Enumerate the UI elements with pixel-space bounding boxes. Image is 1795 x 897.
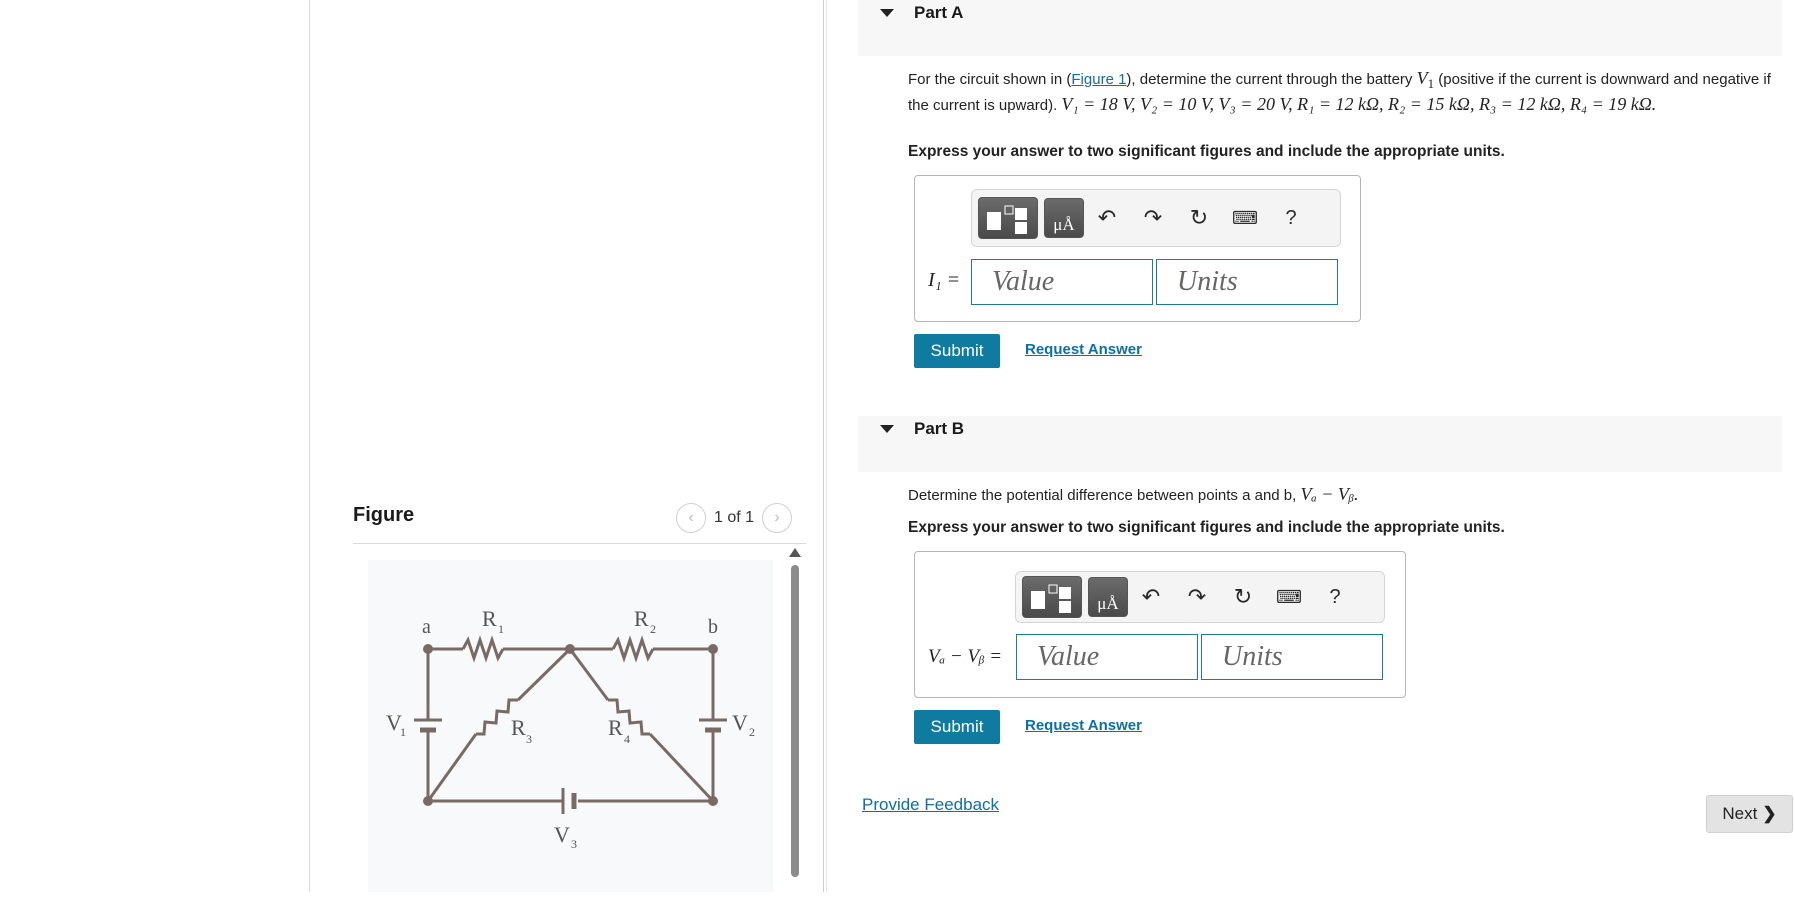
keyboard-icon[interactable]: ⌨ xyxy=(1276,586,1302,607)
label-r4-sub: 4 xyxy=(624,732,630,746)
next-label: Next xyxy=(1722,804,1758,823)
question-text: ), determine the current through the battery xyxy=(1126,71,1417,88)
next-button[interactable] xyxy=(1706,795,1793,833)
units-input[interactable]: Units xyxy=(1156,259,1338,305)
label-r4: R xyxy=(608,715,623,740)
math-toolbar xyxy=(1015,571,1385,623)
part-a-answer-box xyxy=(914,175,1361,322)
prev-figure-button[interactable] xyxy=(676,503,706,533)
figure-pager xyxy=(676,503,792,533)
label-a: a xyxy=(422,616,431,638)
templates-icon xyxy=(1023,577,1081,617)
part-b-header[interactable] xyxy=(858,416,1782,472)
label-r3: R xyxy=(511,715,526,740)
figure-title: Figure xyxy=(353,504,415,526)
battery-var: V xyxy=(1416,68,1428,88)
label-v3-sub: 3 xyxy=(571,837,577,851)
i1-label: I₁ = xyxy=(928,269,961,291)
math-toolbar xyxy=(971,189,1341,247)
figure-scrollbar[interactable] xyxy=(791,565,799,877)
label-r2: R xyxy=(634,606,649,631)
redo-icon[interactable]: ↷ xyxy=(1143,205,1163,230)
units-button[interactable]: μÅ xyxy=(1088,577,1128,617)
units-button[interactable]: μÅ xyxy=(1044,198,1084,238)
label-r1: R xyxy=(482,606,497,631)
templates-button[interactable] xyxy=(978,197,1038,239)
figure-link[interactable]: Figure 1 xyxy=(1071,71,1127,88)
label-b: b xyxy=(708,616,718,638)
panel-divider-shadow xyxy=(826,0,827,892)
caret-down-icon xyxy=(880,9,894,17)
question-text: (positive if the current is downward and negative if the current is upward). xyxy=(908,71,1771,114)
undo-icon[interactable]: ↶ xyxy=(1141,584,1161,609)
label-r3-sub: 3 xyxy=(526,732,532,746)
part-a-title: Part A xyxy=(914,3,964,22)
undo-icon[interactable]: ↶ xyxy=(1097,205,1117,230)
value-input[interactable]: Value xyxy=(971,259,1153,305)
part-a-request-answer-link[interactable]: Request Answer xyxy=(1025,341,1142,358)
part-a-instructions: Express your answer to two significant figures and include the appropriate units. xyxy=(908,143,1505,160)
redo-icon[interactable]: ↷ xyxy=(1187,584,1207,609)
templates-icon xyxy=(979,198,1037,238)
help-icon[interactable]: ? xyxy=(1329,585,1341,608)
part-b-question xyxy=(908,484,1778,506)
panel-divider xyxy=(823,0,824,892)
question-var: Vₐ − Vᵦ. xyxy=(1300,484,1359,504)
question-text: Determine the potential difference between points a and b, xyxy=(908,487,1301,504)
figure-scroll-up[interactable] xyxy=(789,548,801,557)
reset-icon[interactable]: ↻ xyxy=(1233,584,1253,609)
value-input[interactable]: Value xyxy=(1016,634,1198,680)
keyboard-icon[interactable]: ⌨ xyxy=(1232,207,1258,228)
figure-rule xyxy=(353,543,806,544)
part-b-submit-button[interactable]: Submit xyxy=(914,710,1000,744)
left-divider xyxy=(309,0,310,892)
label-r2-sub: 2 xyxy=(650,622,656,636)
next-figure-button[interactable] xyxy=(762,503,792,533)
units-input[interactable]: Units xyxy=(1201,634,1383,680)
templates-button[interactable] xyxy=(1022,576,1082,618)
chevron-right-icon: › xyxy=(774,509,780,526)
chevron-left-icon: ‹ xyxy=(688,509,694,526)
chevron-right-icon: ❯ xyxy=(1762,804,1777,823)
given-values: V₁ = 18 V, V₂ = 10 V, V₃ = 20 V, R₁ = 12 kΩ, R₂ = 15 kΩ, R₃ = 12 kΩ, R₄ = 19 kΩ. xyxy=(1061,94,1657,114)
part-a-question xyxy=(908,68,1778,116)
figure-page-indicator: 1 of 1 xyxy=(714,509,755,526)
label-v1: V xyxy=(386,710,402,735)
battery-var-sub: 1 xyxy=(1427,76,1435,91)
label-r1-sub: 1 xyxy=(498,622,504,636)
circuit-diagram xyxy=(368,560,773,892)
part-b-answer-box xyxy=(914,551,1406,698)
label-v2: V xyxy=(732,710,748,735)
label-v1-sub: 1 xyxy=(400,725,406,739)
label-v3: V xyxy=(554,822,570,847)
part-a-header[interactable] xyxy=(858,0,1782,56)
part-b-instructions: Express your answer to two significant figures and include the appropriate units. xyxy=(908,519,1505,536)
provide-feedback-link[interactable]: Provide Feedback xyxy=(862,795,1000,814)
question-text: For the circuit shown in ( xyxy=(908,71,1072,88)
va-vb-label: Vₐ − Vᵦ = xyxy=(928,646,1003,667)
label-v2-sub: 2 xyxy=(749,725,755,739)
part-a-submit-button[interactable]: Submit xyxy=(914,334,1000,368)
part-b-request-answer-link[interactable]: Request Answer xyxy=(1025,717,1142,734)
caret-down-icon xyxy=(880,425,894,433)
reset-icon[interactable]: ↻ xyxy=(1189,205,1209,230)
part-b-title: Part B xyxy=(914,419,965,438)
help-icon[interactable]: ? xyxy=(1285,206,1297,229)
figure-image xyxy=(368,560,773,892)
